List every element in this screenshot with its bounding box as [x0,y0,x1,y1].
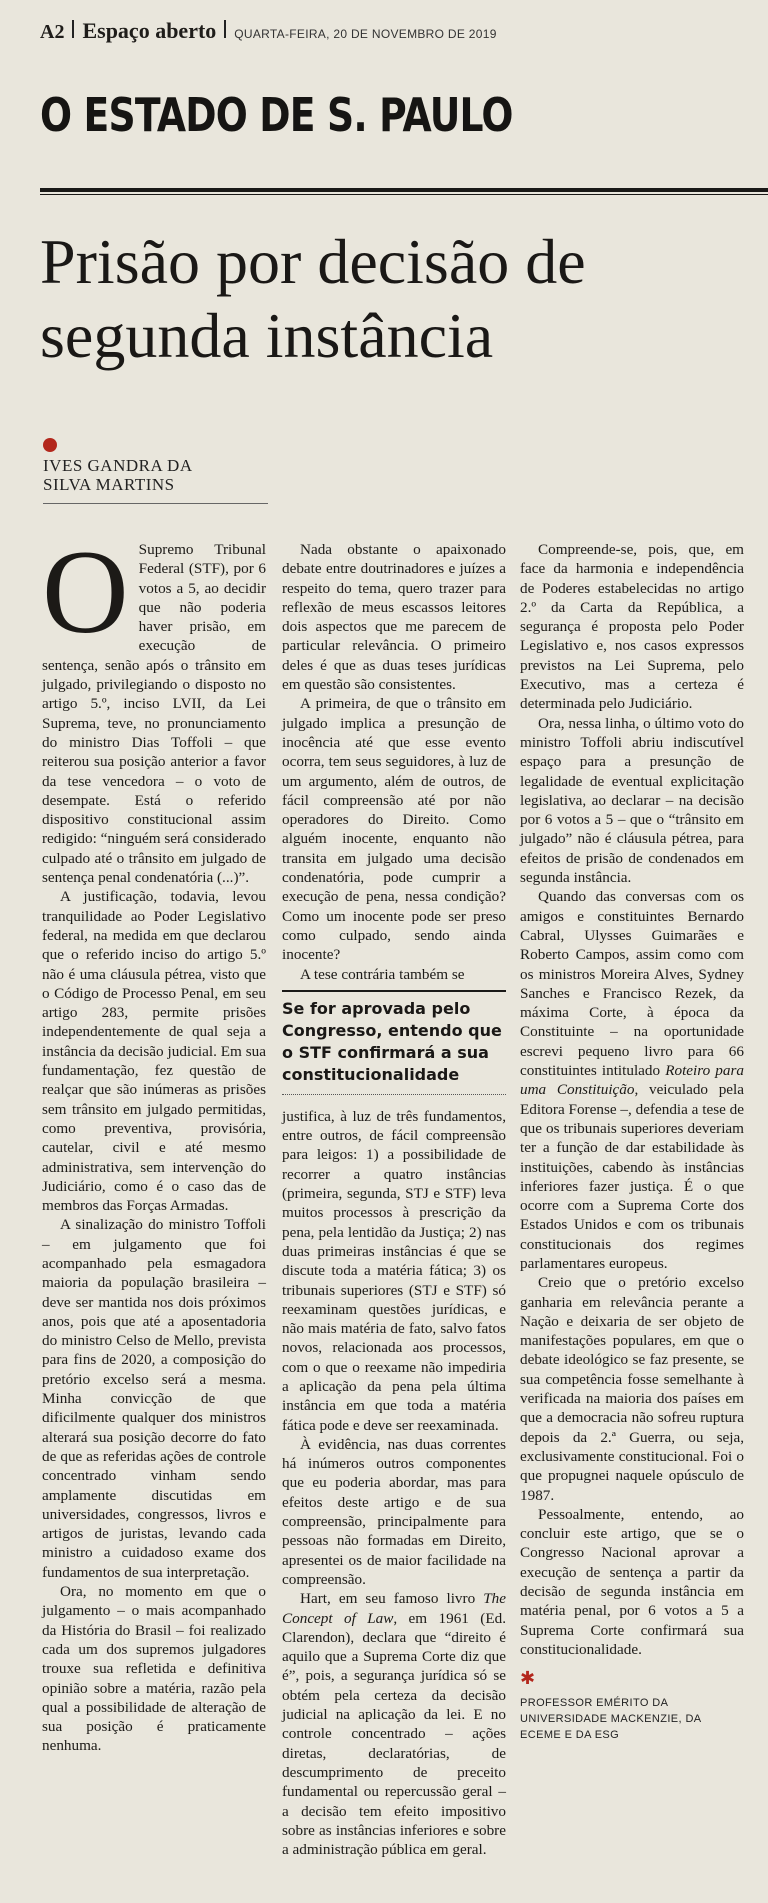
article-paragraph: A justificação, todavia, levou tranquilidade ao Poder Legislativo federal, na medida em que declarou que o referido inciso do artigo 5.º não é uma cláusula pétrea, visto que o Código de Processo Penal, em seu artigo 283, permite prisões independentemente de qual seja a instância da decisão judicial. Em sua fundamentação, fez questão de realçar que são inúmeras as prisões sem trânsito em julgado permitidas, como preventiva, provisória, cautelar, civil e até mesmo administrativa, sem intervenção do Judiciário, como é o caso das de membros das Forças Armadas. [42,888,266,1215]
paragraph-text: Quando das conversas com os amigos e constituintes Bernardo Cabral, Ulysses Guimarães e Roberto Campos, assim como com os ministros Moreira Alves, Sydney Sanches e Francisco Rezek, da máxima Corte, à época da Constituinte – na oportunidade escrevi pequeno livro para 66 constituintes intitulado [520,888,744,1080]
article-paragraph: Ora, no momento em que o julgamento – o mais acompanhado da História do Brasil – foi realizado cada um dos supremos julgadores trouxe sua refletida e definitiva opinião sobre a matéria, razão pela qual a possibilidade de alteração de sua posição é praticamente nenhuma. [42,1583,266,1755]
drop-cap: O [42,525,129,658]
page-number: A2 [40,21,65,43]
author-name-line2: SILVA MARTINS [43,475,175,494]
book-title: Roteiro para uma Constituição [520,1062,744,1099]
paragraph-text: Hart, em seu famoso livro [300,1590,484,1608]
end-mark-icon: ✱ [520,1668,536,1689]
pull-quote: Se for aprovada pelo Congresso, entendo que o STF confirmará a sua constitucionalidade [282,990,506,1095]
paragraph-text: , em 1961 (Ed. Clarendon), declara que “direito é aquilo que a Suprema Corte diz que é”, pois, a segurança jurídica só se obtém pela certeza da decisão judicial na aplicação da lei. E no controle concentrado – ações diretas, declaratórias, de descumprimento de preceito fundamental ou repercussão geral – a decisão tem efeito impositivo sobre as instâncias inferiores e sobre a administração pública em geral. [282,1609,506,1859]
article-column-3 [520,540,744,1743]
columnist-star-icon [43,438,57,452]
book-title: The Concept of Law [282,1590,506,1627]
article-paragraph: A sinalização do ministro Toffoli – em julgamento que foi acompanhado pela esmagadora maioria da população brasileira – deve ser mantida nos dois próximos anos, pois que até a aposentadoria do ministro Celso de Mello, prevista para fins de 2020, a composição do pretório excelso será a mesma. Minha convicção de que dificilmente qualquer dos ministros alterará sua posição decorre do fato de que as referidas ações de controle concentrado vinham sendo amplamente discutidas em universidades, congressos, livros e artigos de juristas, levando cada ministro a cuidadoso exame dos fundamentos de sua interpretação. [42,1216,266,1581]
article-headline: Prisão por decisão de segunda instância [40,226,586,371]
article-paragraph: Nada obstante o apaixonado debate entre doutrinadores e juízes a respeito do tema, quero trazer para reflexão de meus escassos leitores dois aspectos que me parecem de particular relevância. O primeiro deles é que as duas teses jurídicas em questão são consistentes. [282,541,506,694]
author-name-line1: IVES GANDRA DA [43,456,193,475]
byline-rule [43,503,268,504]
header-divider [224,20,226,38]
article-paragraph: Compreende-se, pois, que, em face da harmonia e independência de Poderes estabelecidas no artigo 2.º da Carta da República, a segurança é proposta pelo Poder Legislativo e, nos casos expressos previstos na Lei Suprema, pelo Executivo, mas a certeza é determinada pelo Judiciário. [520,541,744,713]
article-column-1 [42,525,266,1756]
paragraph-text: Supremo Tribunal Federal (STF), por 6 votos a 5, ao decidir que não poderia haver prisão, em execução de sentença, senão após o trânsito em julgado, privilegiando o disposto no artigo 5.º, inciso LVII, da Lei Suprema, teve, no pronunciamento do ministro Dias Toffoli – que reiterou sua posição anterior a favor da tese vencedora – o voto de desempate. Está o referido dispositivo constitucional assim redigido: “ninguém será considerado culpado até o trânsito em julgado de sentença penal condenatória (...)”. [42,541,266,887]
article-paragraph [42,525,266,887]
issue-date: QUARTA-FEIRA, 20 DE NOVEMBRO DE 2019 [234,27,497,41]
masthead-rule-thin [40,194,768,195]
article-paragraph [282,1589,506,1859]
article-paragraph: Pessoalmente, entendo, ao concluir este artigo, que se o Congresso Nacional aprovar a execução de sentença a partir da decisão de segunda instância em matéria penal, por 6 votos a 5 a Suprema Corte confirmará sua constitucionalidade. [520,1505,744,1658]
article-paragraph: A tese contrária também se [300,965,465,983]
article-paragraph: A primeira, de que o trânsito em julgado implica a presunção de inocência até que esse evento ocorra, tem seus seguidores, à luz de um argumento, além de outros, de fácil compreensão até por não operadores do Direito. Como alguém inocente, enquanto não transita em julgado uma decisão condenatória, pode cumprir a execução de pena, nessa condição? Como um inocente pode ser preso como culpado, sendo ainda inocente? [282,695,506,964]
article-paragraph [520,887,744,1273]
section-name: Espaço aberto [82,18,217,43]
author-credentials: PROFESSOR EMÉRITO DA UNIVERSIDADE MACKENZIE, DA ECEME E DA ESG [520,1696,701,1741]
page-header [40,18,740,48]
header-divider [72,20,74,38]
article-column-2 [282,540,506,1859]
author-byline [43,456,263,494]
article-paragraph: À evidência, nas duas correntes há inúmeros outros componentes que eu poderia abordar, mas para efeitos deste artigo e de sua compreensão, principalmente para pessoas não formadas em Direito, apresentei os de maior facilidade na compreensão. [282,1435,506,1588]
newspaper-masthead: O ESTADO DE S. PAULO [40,88,513,142]
article-paragraph: Creio que o pretório excelso ganharia em relevância perante a Nação e deixaria de ser objeto de manifestações populares, em que o debate ideológico se faz presente, se sua competência fosse semelhante à verificada na maioria dos países em que a democracia não sofreu ruptura depois da 2.ª Guerra, ou seja, exclusivamente constitucional. Foi o que propugnei naquele opúsculo de 1987. [520,1274,744,1504]
article-paragraph: Ora, nessa linha, o último voto do ministro Toffoli abriu indiscutível espaço para a presunção de legalidade de eventual explicitação legislativa, ao declarar – na decisão por 6 votos a 5 – que o “trânsito em julgado” não é cláusula pétrea, para efeitos de prisão de condenados em segunda instância. [520,714,744,887]
paragraph-text: , veiculado pela Editora Forense –, defendia a tese de que os tribunais superiores deveriam ter a função de dar estabilidade às instituições, cabendo às instâncias inferiores fazer justiça. É o que ocorre com a Suprema Corte dos Estados Unidos e com os tribunais constitucionais dos regimes parlamentares europeus. [520,1081,744,1272]
masthead-rule [40,188,768,192]
article-paragraph: justifica, à luz de três fundamentos, entre outros, de fácil compreensão para leigos: 1) a possibilidade de recorrer a quatro instâncias (primeira, segunda, STJ e STF) leva muitos processos à prescrição da pena, pela lentidão da Justiça; 2) nas duas primeiras instâncias é que se discute toda a matéria fática; 3) os tribunais superiores (STJ e STF) só reexaminam questões jurídicas, e não mais matéria de fato, salvo fatos novos, relacionada aos processos, com o que o reexame não impediria a aplicação da pena pela última instância em que toda a matéria fática pode e deve ser reexaminada. [282,1107,506,1434]
